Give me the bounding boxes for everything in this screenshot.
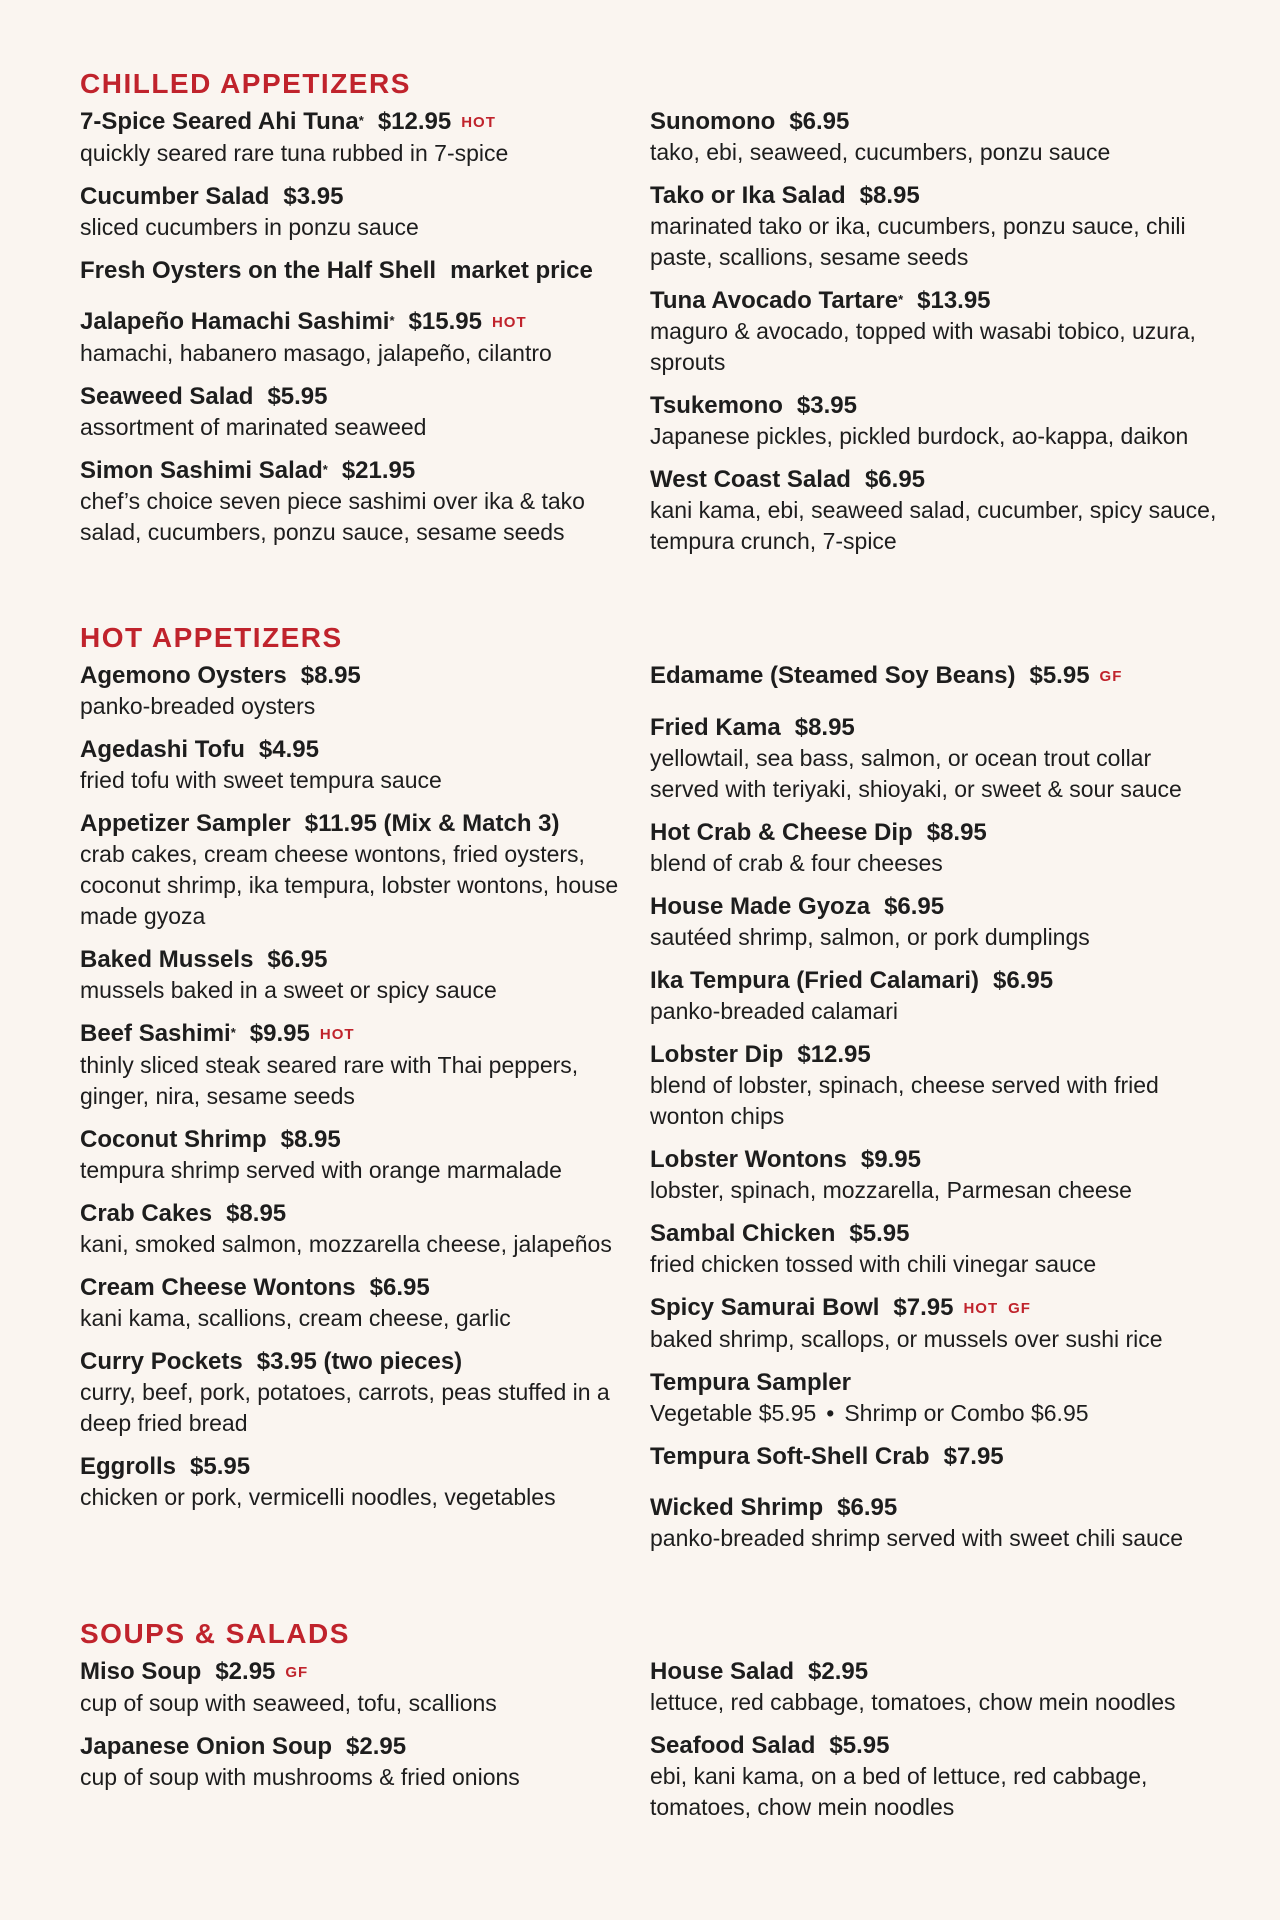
item-name: Simon Sashimi Salad (80, 457, 323, 484)
menu-item (650, 660, 1220, 692)
item-description: curry, beef, pork, potatoes, carrots, peas stuffed in a deep fried bread (80, 1379, 610, 1436)
menu-item (650, 1292, 1220, 1355)
item-price: $2.95 (346, 1733, 407, 1760)
option-label: Vegetable (650, 1400, 753, 1426)
menu-item (80, 255, 650, 286)
menu-item (80, 1198, 650, 1260)
item-name: House Made Gyoza (650, 893, 871, 920)
menu-item (650, 106, 1220, 168)
item-price: market price (450, 257, 593, 284)
menu-item (650, 390, 1220, 452)
item-heading (80, 808, 650, 839)
bullet-separator: • (826, 1400, 835, 1426)
item-description: hamachi, habanero masago, jalapeño, cilantro (80, 340, 552, 366)
item-heading (650, 712, 1220, 743)
raw-asterisk: * (358, 113, 364, 128)
item-description: blend of lobster, spinach, cheese served with fried wonton chips (650, 1072, 1159, 1129)
section-title: HOT APPETIZERS (80, 622, 343, 653)
item-heading (650, 1492, 1220, 1523)
menu-item (80, 1656, 650, 1719)
item-price: $8.95 (926, 819, 987, 846)
item-price: $8.95 (859, 182, 920, 209)
hot-badge: HOT (461, 114, 496, 131)
item-description: kani kama, ebi, seaweed salad, cucumber, spicy sauce, tempura crunch, 7-spice (650, 497, 1217, 554)
item-price: $5.95 (190, 1453, 251, 1480)
item-heading (80, 1346, 650, 1377)
menu-item (650, 1492, 1220, 1554)
gluten-free-badge: GF (1008, 1300, 1031, 1317)
menu-item (80, 381, 650, 443)
item-price: $12.95 (377, 108, 452, 135)
menu-item (80, 1272, 650, 1334)
right-column (650, 1656, 1220, 1835)
menu-item (650, 817, 1220, 879)
item-description: panko-breaded shrimp served with sweet chili sauce (650, 1525, 1184, 1551)
right-column (650, 660, 1220, 1566)
item-price: $8.95 (300, 662, 361, 689)
item-price: $6.95 (884, 893, 945, 920)
item-description: quickly seared rare tuna rubbed in 7-spice (80, 140, 509, 166)
menu-item (80, 1451, 650, 1513)
item-description: ebi, kani kama, on a bed of lettuce, red cabbage, tomatoes, chow mein noodles (650, 1763, 1148, 1820)
item-heading (80, 1018, 650, 1050)
section-title: SOUPS & SALADS (80, 1618, 350, 1649)
item-heading (650, 106, 1220, 137)
item-heading (80, 455, 650, 486)
item-heading (80, 660, 650, 691)
item-price: $3.95 (256, 1348, 317, 1375)
item-price: $9.95 (860, 1146, 921, 1173)
item-description: panko-breaded calamari (650, 998, 899, 1024)
item-price: $15.95 (408, 308, 482, 335)
item-heading (80, 1124, 650, 1155)
item-price: $6.95 (837, 1494, 898, 1521)
item-price-note: (two pieces) (323, 1348, 463, 1375)
item-price: $2.95 (808, 1658, 869, 1685)
item-price: $5.95 (849, 1220, 910, 1247)
item-heading (650, 1039, 1220, 1070)
item-name: Agemono Oysters (80, 662, 287, 689)
item-name: Crab Cakes (80, 1200, 213, 1227)
hot-appetizers-section (80, 618, 1220, 1566)
item-name: Seafood Salad (650, 1732, 816, 1759)
item-heading (650, 1656, 1220, 1687)
menu-item (650, 891, 1220, 953)
item-description: maguro & avocado, topped with wasabi tobico, uzura, sprouts (650, 318, 1196, 375)
menu-item (650, 285, 1220, 378)
menu-item (80, 106, 650, 169)
raw-asterisk: * (389, 313, 395, 328)
item-name: Tempura Soft-Shell Crab (650, 1443, 930, 1470)
item-heading (80, 1451, 650, 1482)
item-price: $11.95 (304, 810, 377, 837)
menu-item (80, 181, 650, 243)
item-name: 7-Spice Seared Ahi Tuna (80, 108, 359, 135)
menu-item (80, 1018, 650, 1112)
item-name: Ika Tempura (Fried Calamari) (650, 967, 979, 994)
item-name: Sambal Chicken (650, 1220, 836, 1247)
item-description: sliced cucumbers in ponzu sauce (80, 214, 419, 240)
item-price: $7.95 (893, 1294, 954, 1321)
item-description: fried tofu with sweet tempura sauce (80, 767, 442, 793)
item-description: thinly sliced steak seared rare with Thai peppers, ginger, nira, sesame seeds (80, 1052, 579, 1109)
item-description: mussels baked in a sweet or spicy sauce (80, 977, 497, 1003)
item-heading (650, 817, 1220, 848)
item-name: Spicy Samurai Bowl (650, 1294, 880, 1321)
item-description: crab cakes, cream cheese wontons, fried oysters, coconut shrimp, ika tempura, lobster wontons, house made gyoza (80, 841, 619, 929)
item-name: Tsukemono (650, 392, 783, 419)
menu-item (80, 1346, 650, 1439)
item-name: Cream Cheese Wontons (80, 1274, 356, 1301)
item-description: fried chicken tossed with chili vinegar sauce (650, 1251, 1097, 1277)
item-heading (650, 660, 1220, 692)
item-name: Wicked Shrimp (650, 1494, 824, 1521)
item-price: $6.95 (267, 946, 328, 973)
item-description: marinated tako or ika, cucumbers, ponzu sauce, chili paste, scallions, sesame seeds (650, 213, 1186, 270)
item-name: Fried Kama (650, 714, 781, 741)
item-price: $8.95 (794, 714, 855, 741)
item-heading (80, 1198, 650, 1229)
option-label: Shrimp or Combo (844, 1400, 1025, 1426)
item-heading (80, 106, 650, 138)
menu-item (650, 1730, 1220, 1823)
menu-item (650, 1218, 1220, 1280)
menu-item (650, 1144, 1220, 1206)
item-heading (650, 180, 1220, 211)
left-column (80, 1656, 650, 1835)
raw-asterisk: * (898, 292, 904, 307)
item-price: $6.95 (369, 1274, 430, 1301)
item-description: cup of soup with seaweed, tofu, scallions (80, 1690, 497, 1716)
item-heading (80, 1656, 650, 1688)
item-name: Hot Crab & Cheese Dip (650, 819, 913, 846)
item-heading (80, 944, 650, 975)
item-heading (650, 1441, 1220, 1472)
item-heading (650, 1292, 1220, 1324)
item-heading (650, 891, 1220, 922)
item-name: Coconut Shrimp (80, 1126, 267, 1153)
left-column (80, 106, 650, 569)
item-description: cup of soup with mushrooms & fried onions (80, 1764, 520, 1790)
item-description: panko-breaded oysters (80, 693, 316, 719)
item-name: Tako or Ika Salad (650, 182, 846, 209)
item-description: sautéed shrimp, salmon, or pork dumplings (650, 924, 1090, 950)
item-name: Eggrolls (80, 1453, 177, 1480)
menu-item (80, 455, 650, 548)
item-name: Japanese Onion Soup (80, 1733, 333, 1760)
item-name: Cucumber Salad (80, 183, 270, 210)
option-price: $5.95 (758, 1400, 817, 1426)
menu-item (650, 1656, 1220, 1718)
item-heading (650, 1367, 1220, 1398)
menu-item (650, 1039, 1220, 1132)
item-description: lobster, spinach, mozzarella, Parmesan cheese (650, 1177, 1132, 1203)
item-price: $3.95 (283, 183, 344, 210)
item-description: lettuce, red cabbage, tomatoes, chow mein noodles (650, 1689, 1176, 1715)
menu-item (80, 660, 650, 722)
hot-badge: HOT (963, 1300, 999, 1317)
menu-item (80, 734, 650, 796)
menu-item (650, 712, 1220, 805)
menu-item (650, 1441, 1220, 1472)
item-price-note: (Mix & Match 3) (383, 810, 560, 837)
item-price: $7.95 (943, 1443, 1004, 1470)
item-price: $13.95 (917, 287, 991, 314)
menu-item (650, 1367, 1220, 1429)
item-price: $4.95 (258, 736, 319, 763)
item-name: Curry Pockets (80, 1348, 243, 1375)
item-heading (650, 464, 1220, 495)
soups-salads-section (80, 1614, 1220, 1835)
item-name: Agedashi Tofu (80, 736, 245, 763)
item-name: Baked Mussels (80, 946, 254, 973)
menu-item (650, 180, 1220, 273)
item-name: Edamame (Steamed Soy Beans) (650, 662, 1016, 689)
menu-item (80, 1731, 650, 1793)
item-heading (650, 1730, 1220, 1761)
item-description: baked shrimp, scallops, or mussels over sushi rice (650, 1326, 1163, 1352)
item-heading (80, 734, 650, 765)
gluten-free-badge: GF (1099, 668, 1123, 685)
item-price: $9.95 (249, 1020, 310, 1047)
item-name: Jalapeño Hamachi Sashimi (80, 308, 390, 335)
right-column (650, 106, 1220, 569)
item-heading (650, 390, 1220, 421)
option-price: $6.95 (1030, 1400, 1089, 1426)
item-name: Tempura Sampler (650, 1369, 851, 1396)
item-price: $5.95 (1029, 662, 1090, 689)
item-heading (80, 181, 650, 212)
item-heading (650, 1218, 1220, 1249)
menu-item (80, 808, 650, 932)
item-options (650, 1398, 1220, 1429)
section-title: CHILLED APPETIZERS (80, 68, 411, 99)
raw-asterisk: * (230, 1025, 236, 1040)
item-description: chef’s choice seven piece sashimi over ika & tako salad, cucumbers, ponzu sauce, sesame seeds (80, 488, 585, 545)
item-heading (650, 285, 1220, 316)
menu-item (650, 464, 1220, 557)
menu-item (650, 965, 1220, 1027)
item-description: assortment of marinated seaweed (80, 414, 427, 440)
item-heading (650, 1144, 1220, 1175)
item-price: $6.95 (864, 466, 926, 493)
item-name: Lobster Wontons (650, 1146, 847, 1173)
item-name: Sunomono (650, 108, 776, 135)
item-name: Beef Sashimi (80, 1020, 231, 1047)
item-name: Lobster Dip (650, 1041, 784, 1068)
item-description: tempura shrimp served with orange marmalade (80, 1157, 562, 1183)
item-price: $8.95 (226, 1200, 287, 1227)
item-description: tako, ebi, seaweed, cucumbers, ponzu sauce (650, 139, 1111, 165)
item-heading (80, 306, 650, 338)
item-price: $6.95 (789, 108, 850, 135)
item-price: $6.95 (993, 967, 1054, 994)
item-name: Fresh Oysters on the Half Shell (80, 257, 437, 284)
item-name: Seaweed Salad (80, 383, 254, 410)
gluten-free-badge: GF (285, 1664, 309, 1681)
menu-item (80, 306, 650, 369)
hot-badge: HOT (319, 1026, 355, 1043)
raw-asterisk: * (322, 462, 328, 477)
menu-item (80, 1124, 650, 1186)
item-name: Appetizer Sampler (80, 810, 291, 837)
item-description: kani kama, scallions, cream cheese, garlic (80, 1305, 511, 1331)
item-price: $8.95 (280, 1126, 341, 1153)
left-column (80, 660, 650, 1566)
item-price: $5.95 (829, 1732, 890, 1759)
item-description: blend of crab & four cheeses (650, 850, 943, 876)
item-description: yellowtail, sea bass, salmon, or ocean trout collar served with teriyaki, shioyaki, or sweet & sour sauce (650, 745, 1182, 802)
item-price: $3.95 (796, 392, 857, 419)
item-heading (650, 965, 1220, 996)
item-name: Miso Soup (80, 1658, 202, 1685)
item-heading (80, 381, 650, 412)
item-name: West Coast Salad (650, 466, 851, 493)
item-name: Tuna Avocado Tartare (650, 287, 899, 314)
item-heading (80, 1272, 650, 1303)
item-description: Japanese pickles, pickled burdock, ao-kappa, daikon (650, 423, 1189, 449)
item-description: kani, smoked salmon, mozzarella cheese, jalapeños (80, 1231, 612, 1257)
item-name: House Salad (650, 1658, 795, 1685)
item-price: $2.95 (215, 1658, 276, 1685)
item-description: chicken or pork, vermicelli noodles, vegetables (80, 1484, 556, 1510)
item-price: $5.95 (267, 383, 328, 410)
menu-item (80, 944, 650, 1006)
item-heading (80, 1731, 650, 1762)
chilled-appetizers-section (80, 64, 1220, 569)
item-heading (80, 255, 650, 286)
item-price: $12.95 (797, 1041, 871, 1068)
item-price: $21.95 (341, 457, 416, 484)
hot-badge: HOT (491, 314, 527, 331)
